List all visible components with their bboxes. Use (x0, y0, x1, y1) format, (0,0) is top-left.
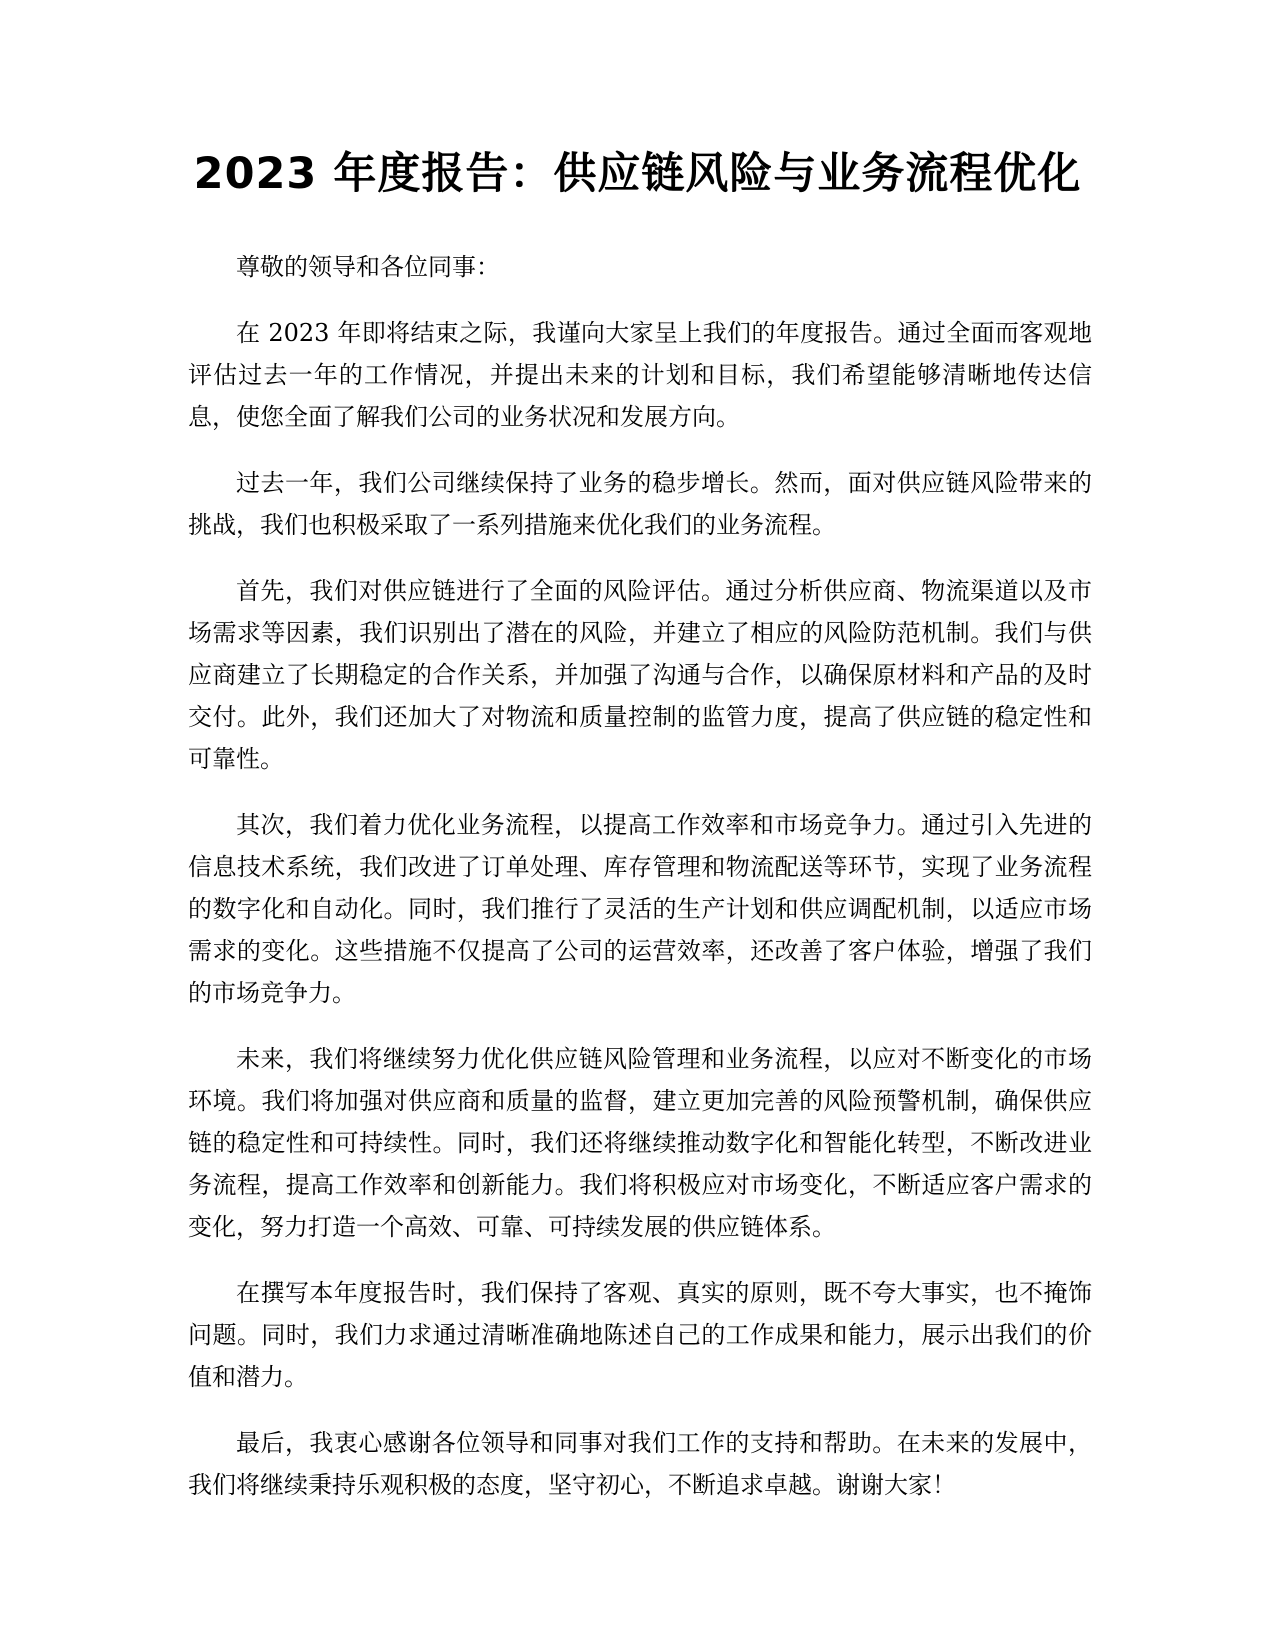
paragraph-intro: 在 2023 年即将结束之际，我谨向大家呈上我们的年度报告。通过全面而客观地评估过去一年的工作情况，并提出未来的计划和目标，我们希望能够清晰地传达信息，使您全面了解我们公司的业务状况和发展方向。 (188, 319, 1092, 431)
paragraph-future-plans: 未来，我们将继续努力优化供应链风险管理和业务流程，以应对不断变化的市场环境。我们将加强对供应商和质量的监督，建立更加完善的风险预警机制，确保供应链的稳定性和可持续性。同时，我们还将继续推动数字化和智能化转型，不断改进业务流程，提高工作效率和创新能力。我们将积极应对市场变化，不断适应客户需求的变化，努力打造一个高效、可靠、可持续发展的供应链体系。 (188, 1045, 1092, 1241)
paragraph-risk-assessment: 首先，我们对供应链进行了全面的风险评估。通过分析供应商、物流渠道以及市场需求等因素，我们识别出了潜在的风险，并建立了相应的风险防范机制。我们与供应商建立了长期稳定的合作关系，并加强了沟通与合作，以确保原材料和产品的及时交付。此外，我们还加大了对物流和质量控制的监管力度，提高了供应链的稳定性和可靠性。 (188, 577, 1092, 773)
paragraph-process-optimization: 其次，我们着力优化业务流程，以提高工作效率和市场竞争力。通过引入先进的信息技术系统，我们改进了订单处理、库存管理和物流配送等环节，实现了业务流程的数字化和自动化。同时，我们推行了灵活的生产计划和供应调配机制，以适应市场需求的变化。这些措施不仅提高了公司的运营效率，还改善了客户体验，增强了我们的市场竞争力。 (188, 811, 1092, 1007)
paragraph-closing: 最后，我衷心感谢各位领导和同事对我们工作的支持和帮助。在未来的发展中，我们将继续秉持乐观积极的态度，坚守初心，不断追求卓越。谢谢大家！ (188, 1429, 1092, 1499)
document-body (188, 246, 1092, 1530)
greeting: 尊敬的领导和各位同事： (236, 253, 500, 281)
paragraph-principles: 在撰写本年度报告时，我们保持了客观、真实的原则，既不夸大事实，也不掩饰问题。同时，我们力求通过清晰准确地陈述自己的工作成果和能力，展示出我们的价值和潜力。 (188, 1279, 1092, 1391)
paragraph-review: 过去一年，我们公司继续保持了业务的稳步增长。然而，面对供应链风险带来的挑战，我们也积极采取了一系列措施来优化我们的业务流程。 (188, 469, 1092, 539)
document-title: 2023 年度报告：供应链风险与业务流程优化 (193, 149, 1082, 199)
